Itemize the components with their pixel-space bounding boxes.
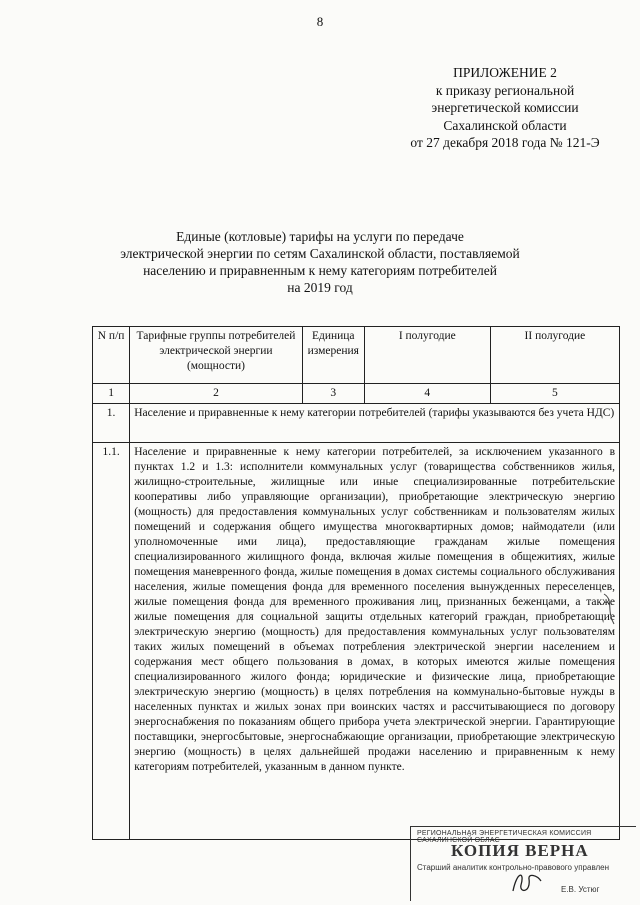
table-header-row: [93, 327, 620, 384]
column-number: 5: [490, 384, 619, 404]
column-number: 4: [364, 384, 490, 404]
stamp-signer-name: Е.В. Устюг: [561, 885, 600, 894]
title-line: населению и приравненным к нему категориям потребителей: [143, 263, 497, 278]
appendix-line: энергетической комиссии: [431, 100, 579, 115]
title-line: Единые (котловые) тарифы на услуги по передаче: [176, 229, 464, 244]
stamp-position: Старший аналитик контрольно-правового управлен: [417, 863, 610, 872]
column-number: 1: [93, 384, 130, 404]
page-number: 8: [316, 14, 324, 29]
header-cell-second-half: II полугодие: [490, 327, 619, 384]
appendix-header: [380, 64, 630, 152]
table-row: [93, 443, 620, 840]
header-cell-first-half: I полугодие: [364, 327, 490, 384]
handwritten-mark: [600, 590, 620, 630]
table-row: [93, 404, 620, 443]
title-line: электрической энергии по сетям Сахалинской области, поставляемой: [120, 246, 520, 261]
stamp-copy-text: КОПИЯ ВЕРНА: [451, 841, 589, 860]
row-number: 1.1.: [93, 443, 130, 840]
title-line: на 2019 год: [287, 280, 353, 295]
row-text: Население и приравненные к нему категории потребителей, за исключением указанного в пунктах 1.2 и 1.3: исполнители коммунальных услуг (товарищества собственников жилья, жилищно-строительные, жилищные или иные специализированные потребительские кооперативы либо управляющие организации), приобретающие электрическую энергию (мощность) для предоставления коммунальных услуг собственникам и пользователям жилых помещений и содержания общего имущества многоквартирных домов; наймодатели (или уполномоченные ими лица), предоставляющие гражданам жилые помещения специализированного жилищного фонда, включая жилые помещения в общежитиях, жилые помещения маневренного фонда, жилые помещения в домах системы социального обслуживания населения, жилые помещения фонда для временного поселения вынужденных переселенцев, жилые помещения фонда для временного проживания лиц, признанных беженцами, а также жилые помещения для социальной защиты отдельных категорий граждан, приобретающие электрическую энергию (мощность) для предоставления коммунальных услуг пользователям таких жилых помещений в объемах потребления электрической энергии населением и содержания мест общего пользования в домах, в которых имеются жилые помещения специализированного жилого фонда; юридические и физические лица, приобретающие электрическую энергию (мощность) в целях потребления на коммунально-бытовые нужды в населенных пунктах и жилых зонах при воинских частях и рассчитывающиеся по договору энергоснабжения по показаниям общего прибора учета электрической энергии. Гарантирующие поставщики, энергосбытовые, энергоснабжающие организации, приобретающие электрическую энергию (мощность) в целях дальнейшей продажи населению и приравненным к нему категориям потребителей, указанным в данном пункте.: [130, 443, 620, 840]
appendix-line: Сахалинской области: [443, 117, 567, 133]
row-number: 1.: [93, 404, 130, 443]
document-title: [110, 228, 530, 296]
header-cell-number: N п/п: [93, 327, 130, 384]
certification-stamp: [410, 826, 636, 901]
appendix-line: от 27 декабря 2018 года № 121-Э: [410, 135, 600, 150]
header-cell-tariff-groups: Тарифные группы потребителей электрической энергии (мощности): [130, 327, 303, 384]
signature-icon: [507, 867, 547, 897]
stamp-organization: РЕГИОНАЛЬНАЯ ЭНЕРГЕТИЧЕСКАЯ КОМИССИЯ САХАЛИНСКОЙ ОБЛАС: [417, 830, 592, 844]
row-text: Население и приравненные к нему категории потребителей (тарифы указываются без учета НДС): [130, 404, 620, 443]
appendix-line: к приказу региональной: [435, 82, 575, 98]
appendix-line: ПРИЛОЖЕНИЕ 2: [453, 65, 557, 80]
column-number: 2: [130, 384, 303, 404]
tariff-table: [92, 326, 620, 840]
header-cell-unit: Единица измерения: [302, 327, 364, 384]
column-number: 3: [302, 384, 364, 404]
column-number-row: [93, 384, 620, 404]
